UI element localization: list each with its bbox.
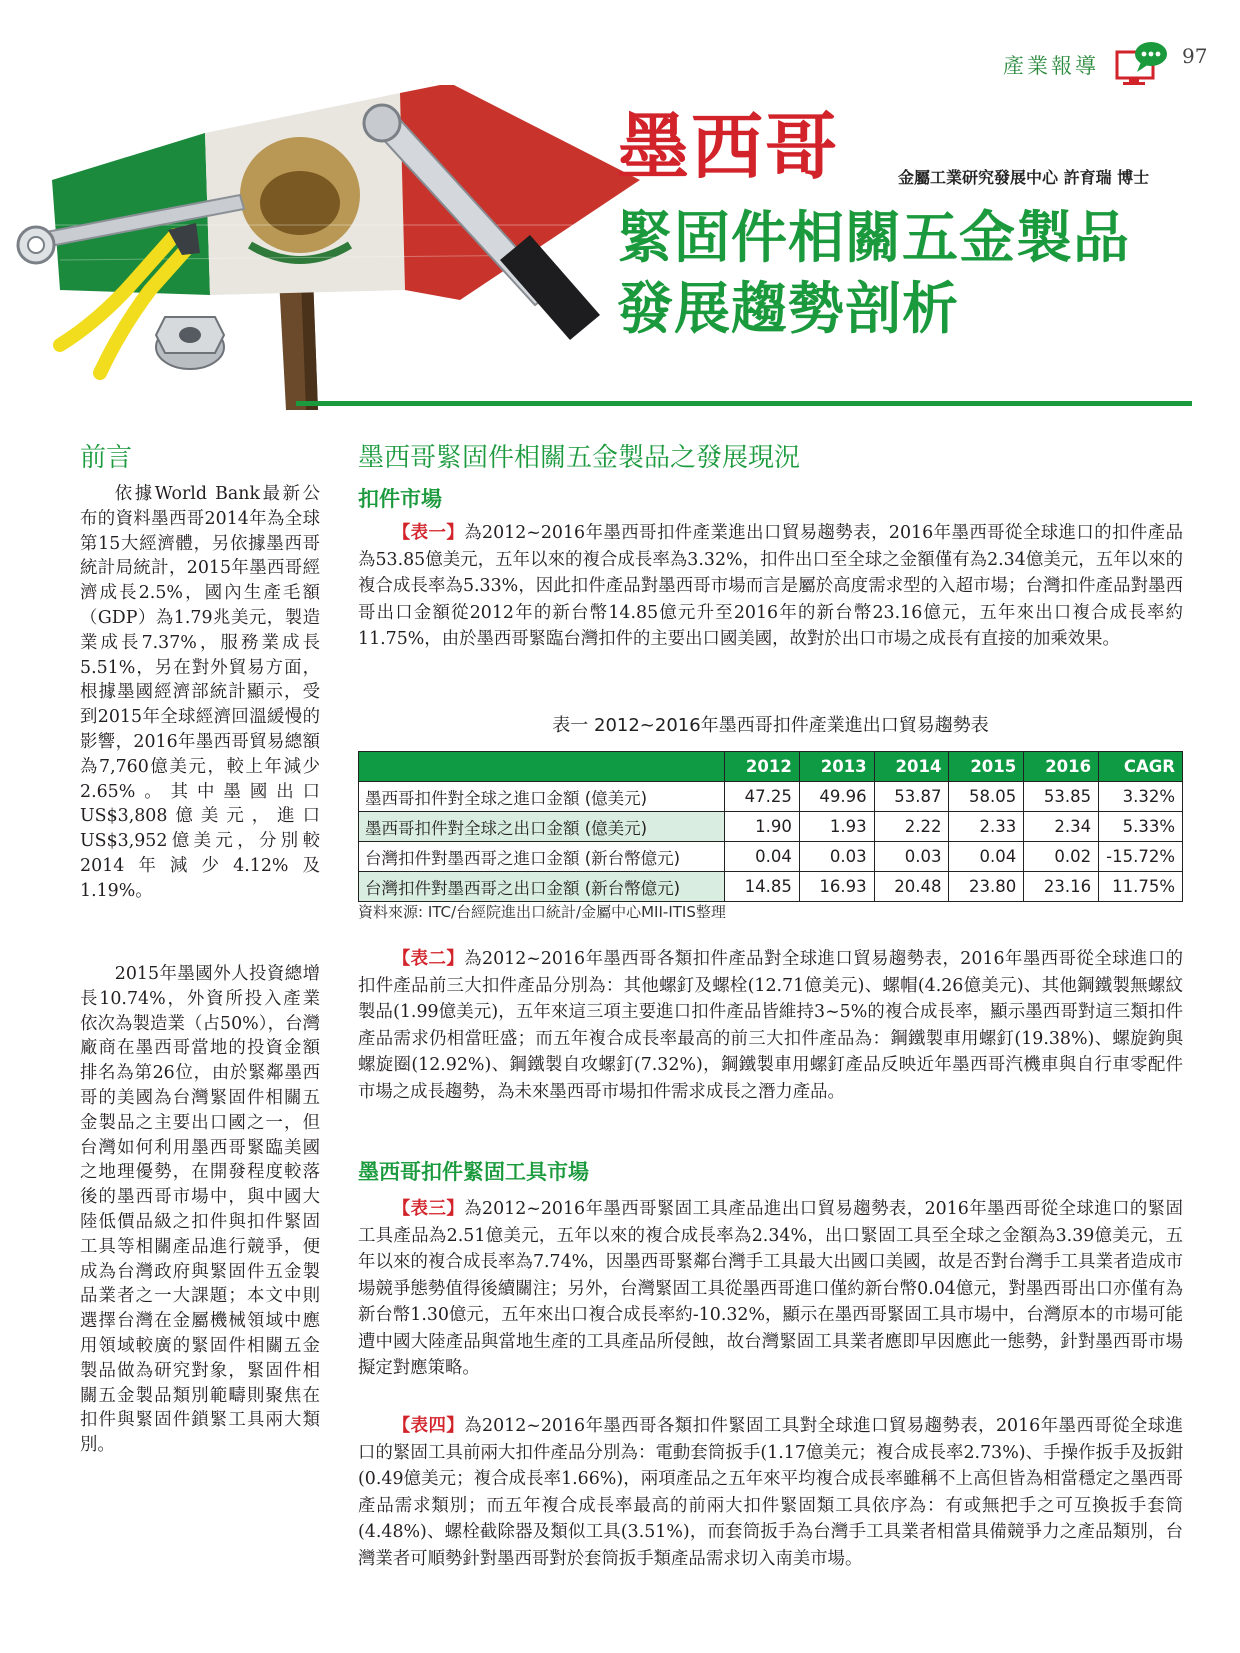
table-cell: 47.25 (725, 782, 800, 812)
table-caption: 表一 2012~2016年墨西哥扣件產業進出口貿易趨勢表 (552, 715, 989, 736)
intro-paragraph-1: 依據World Bank最新公布的資料墨西哥2014年為全球第15大經濟體，另依據墨西哥統計局統計，2015年墨西哥經濟成長2.5%，國內生產毛額（GDP）為1.79兆美元，製造業成長7.37%，服務業成長5.51%，另在對外貿易方面，根據墨國經濟部統計顯示，受到2015年全球經濟回溫緩慢的影響，2016年墨西哥貿易總額為7,760億美元，較上年減少2.65%。其中墨國出口US$3,808億美元，進口US$3,952億美元，分別較2014年減少4.12%及1.19%。 (80, 484, 320, 901)
table-row-label: 墨西哥扣件對全球之出口金額 (億美元) (359, 812, 725, 842)
table-cell: 14.85 (725, 872, 800, 902)
table-header-cell: 2013 (799, 752, 874, 782)
main-section-heading: 墨西哥緊固件相關五金製品之發展現況 (358, 443, 801, 473)
table-cell: 11.75% (1099, 872, 1183, 902)
table3-ref-tag: 【表三】 (392, 1199, 465, 1219)
page-number: 97 (1182, 44, 1208, 68)
table-header-cell (359, 752, 725, 782)
paragraph-table3-text: 為2012~2016年墨西哥緊固工具產品進出口貿易趨勢表，2016年墨西哥從全球進口的緊固工具產品為2.51億美元，五年以來的複合成長率為2.34%，出口緊固工具至全球之金額為3.39億美元，五年以來的複合成長率為7.74%，因墨西哥緊鄰台灣手工具最大出國口美國，故是否對台灣手工具業者造成市場競爭態勢值得後續關注；另外，台灣緊固工具從墨西哥進口僅約新台幣0.04億元，對墨西哥出口亦僅有為新台幣1.30億元，五年來出口複合成長率約-10.32%，顯示在墨西哥緊固工具市場中，台灣原本的市場可能遭中國大陸產品與當地生產的工具產品所侵蝕，故台灣緊固工具業者應即早因應此一態勢，針對墨西哥市場擬定對應策略。 (358, 1199, 1183, 1378)
paragraph-table1 (358, 520, 1183, 653)
table-row (359, 782, 1183, 812)
hero-illustration (0, 85, 640, 410)
table-cell: 0.03 (874, 842, 949, 872)
paragraph-table2-text: 為2012~2016年墨西哥各類扣件產品對全球進口貿易趨勢表，2016年墨西哥從全球進口的扣件產品前三大扣件產品分別為：其他螺釘及螺栓(12.71億美元)、螺帽(4.26億美元)、其他鋼鐵製無螺紋製品(1.99億美元)，五年來這三項主要進口扣件產品皆維持3~5%的複合成長率，顯示墨西哥對這三類扣件產品需求仍相當旺盛；而五年複合成長率最高的前三大扣件產品為：鋼鐵製車用螺釘(19.38%)、螺旋鉤與螺旋圈(12.92%)、鋼鐵製自攻螺釘(7.32%)，鋼鐵製車用螺釘產品反映近年墨西哥汽機車與自行車零配件市場之成長趨勢，為未來墨西哥市場扣件需求成長之潛力產品。 (358, 949, 1183, 1102)
section-label: 產業報導 (1003, 54, 1099, 78)
table-cell: 53.87 (874, 782, 949, 812)
paragraph-table3 (358, 1196, 1183, 1382)
table-header-cell: 2014 (874, 752, 949, 782)
table-cell: 16.93 (799, 872, 874, 902)
table-row-label: 墨西哥扣件對全球之進口金額 (億美元) (359, 782, 725, 812)
table-cell: 20.48 (874, 872, 949, 902)
table-cell: 58.05 (949, 782, 1024, 812)
table-cell: -15.72% (1099, 842, 1183, 872)
table-row (359, 842, 1183, 872)
table2-ref-tag: 【表二】 (392, 949, 465, 969)
article-title: 墨西哥 (617, 105, 840, 189)
chat-bubble-icon (1115, 40, 1169, 86)
table-cell: 2.22 (874, 812, 949, 842)
table4-ref-tag: 【表四】 (392, 1416, 465, 1436)
subheading-fastener-market: 扣件市場 (358, 486, 442, 511)
table-header-row (359, 752, 1183, 782)
table-row (359, 812, 1183, 842)
table-header-cell: CAGR (1099, 752, 1183, 782)
table-cell: 0.03 (799, 842, 874, 872)
flange-nut-icon (156, 317, 224, 369)
subheading-fastening-tools-market: 墨西哥扣件緊固工具市場 (358, 1159, 589, 1184)
table-cell: 0.04 (949, 842, 1024, 872)
header-divider (296, 401, 1192, 406)
author-byline: 金屬工業研究發展中心 許育瑞 博士 (898, 168, 1150, 187)
table-cell: 5.33% (1099, 812, 1183, 842)
table-row-label: 台灣扣件對墨西哥之進口金額 (新台幣億元) (359, 842, 725, 872)
intro-paragraph-2: 2015年墨國外人投資總增長10.74%，外資所投入產業依次為製造業（占50%），台灣廠商在墨西哥當地的投資金額排名為第26位，由於緊鄰墨西哥的美國為台灣緊固件相關五金製品之主要出口國之一，但台灣如何利用墨西哥緊臨美國之地理優勢，在開發程度較落後的墨西哥市場中，與中國大陸低價品級之扣件與扣件緊固工具等相關產品進行競爭，便成為台灣政府與緊固件五金製品業者之一大課題；本文中則選擇台灣在金屬機械領域中應用領域較廣的緊固件相關五金製品做為研究對象，緊固件相關五金製品類別範疇則聚焦在扣件與緊固件鎖緊工具兩大類別。 (80, 964, 320, 1456)
table-cell: 0.04 (725, 842, 800, 872)
paragraph-table4-text: 為2012~2016年墨西哥各類扣件緊固工具對全球進口貿易趨勢表，2016年墨西哥從全球進口的緊固工具前兩大扣件產品分別為：電動套筒扳手(1.17億美元；複合成長率2.73%)、手操作扳手及扳鉗(0.49億美元；複合成長率1.66%)，兩項產品之五年來平均複合成長率雖稱不上高但皆為相當穩定之墨西哥產品需求類別；而五年複合成長率最高的前兩大扣件緊固類工具依序為：有或無把手之可互換扳手套筒(4.48%)、螺栓截除器及類似工具(3.51%)，而套筒扳手為台灣手工具業者相當具備競爭力之產品類別，台灣業者可順勢針對墨西哥對於套筒扳手類產品需求切入南美市場。 (358, 1416, 1183, 1569)
table-row (359, 872, 1183, 902)
table-cell: 23.16 (1024, 872, 1099, 902)
table-header-cell: 2015 (949, 752, 1024, 782)
table-cell: 53.85 (1024, 782, 1099, 812)
paragraph-table1-text: 為2012~2016年墨西哥扣件產業進出口貿易趨勢表，2016年墨西哥從全球進口的扣件產品為53.85億美元，五年以來的複合成長率為3.32%，扣件出口至全球之金額僅有為2.34億美元，五年以來的複合成長率為5.33%，因此扣件產品對墨西哥市場而言是屬於高度需求型的入超市場；台灣扣件產品對墨西哥出口金額從2012年的新台幣14.85億元升至2016年的新台幣23.16億元，五年來出口複合成長率約11.75%，由於墨西哥緊臨台灣扣件的主要出口國美國，故對於出口市場之成長有直接的加乘效果。 (358, 523, 1183, 649)
table-header-cell: 2012 (725, 752, 800, 782)
table-cell: 23.80 (949, 872, 1024, 902)
table-cell: 1.93 (799, 812, 874, 842)
intro-heading: 前言 (80, 443, 133, 473)
table-cell: 3.32% (1099, 782, 1183, 812)
table-cell: 0.02 (1024, 842, 1099, 872)
trade-trend-table (358, 751, 1183, 902)
table-row-label: 台灣扣件對墨西哥之出口金額 (新台幣億元) (359, 872, 725, 902)
paragraph-table4 (358, 1413, 1183, 1572)
table1-ref-tag: 【表一】 (392, 523, 465, 543)
article-subtitle-line2: 發展趨勢剖析 (617, 277, 959, 342)
table-cell: 2.34 (1024, 812, 1099, 842)
paragraph-table2 (358, 946, 1183, 1105)
table-cell: 49.96 (799, 782, 874, 812)
table-cell: 2.33 (949, 812, 1024, 842)
article-subtitle-line1: 緊固件相關五金製品 (617, 206, 1130, 271)
table-cell: 1.90 (725, 812, 800, 842)
table-source-note: 資料來源: ITC/台經院進出口統計/金屬中心MII-ITIS整理 (358, 903, 726, 921)
table-header-cell: 2016 (1024, 752, 1099, 782)
